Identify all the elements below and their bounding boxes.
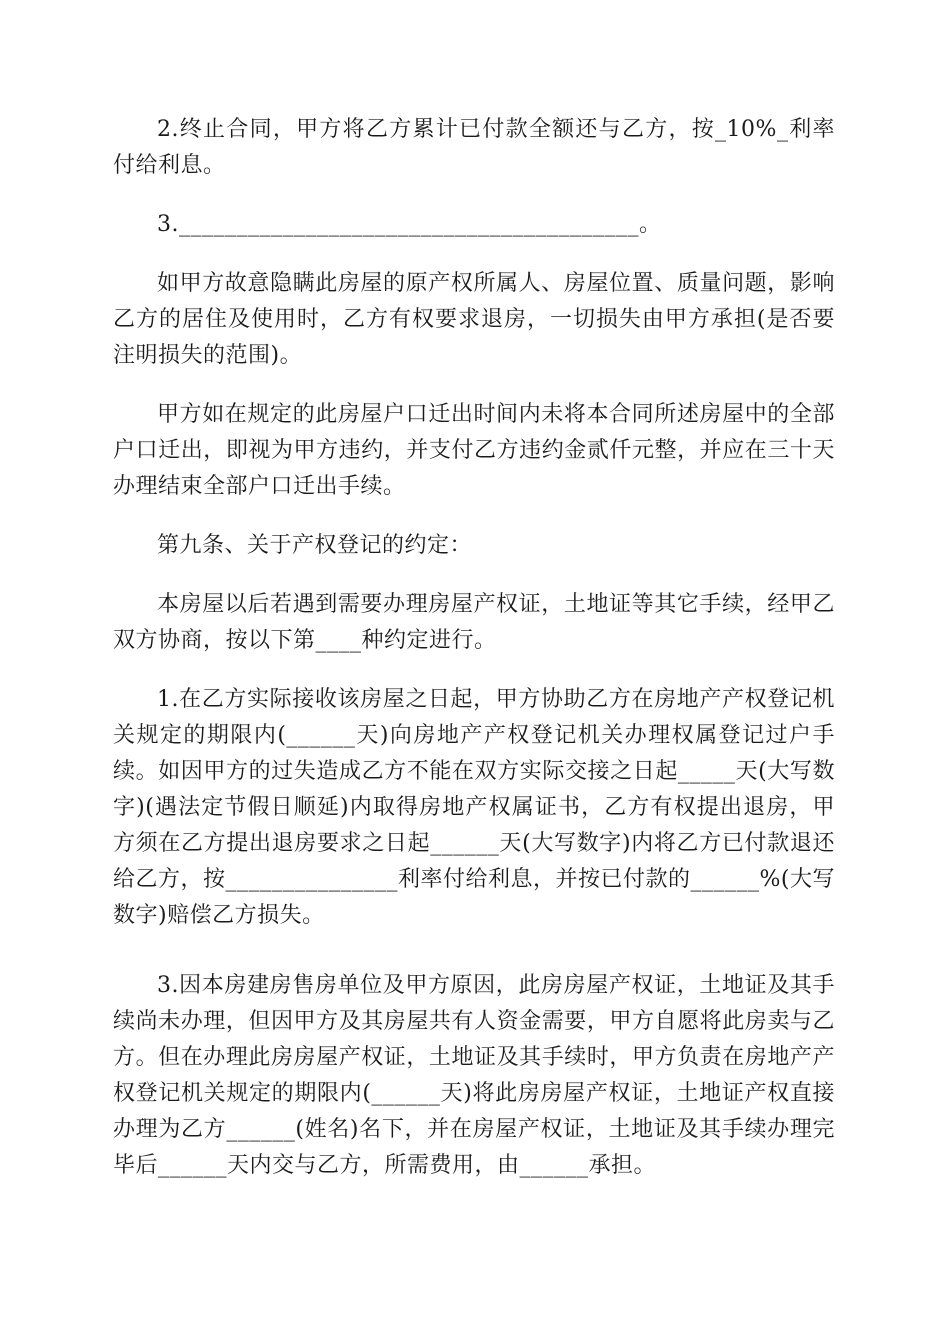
document-page bbox=[113, 112, 835, 1207]
paragraph-item-3-blank: 3.________________________________________。 bbox=[157, 212, 662, 237]
paragraph-option-1: 1.在乙方实际接收该房屋之日起，甲方协助乙方在房地产产权登记机关规定的期限内(______天)向房地产产权登记机关办理权属登记过户手续。如因甲方的过失造成乙方不能在双方实际交接之日起_____天(大写数字)(遇法定节假日顺延)内取得房地产权属证书，乙方有权提出退房，甲方须在乙方提出退房要求之日起______天(大写数字)内将乙方已付款退还给乙方，按_______________利率付给利息，并按已付款的______%(大写数字)赔偿乙方损失。 bbox=[113, 687, 835, 928]
paragraph-household-registration: 甲方如在规定的此房屋户口迁出时间内未将本合同所述房屋中的全部户口迁出，即视为甲方违约，并支付乙方违约金贰仟元整，并应在三十天办理结束全部户口迁出手续。 bbox=[113, 402, 835, 499]
paragraph-concealment-clause: 如甲方故意隐瞒此房屋的原产权所属人、房屋位置、质量问题，影响乙方的居住及使用时，乙方有权要求退房，一切损失由甲方承担(是否要注明损失的范围)。 bbox=[113, 271, 835, 368]
paragraph-property-registration-intro: 本房屋以后若遇到需要办理房屋产权证，土地证等其它手续，经甲乙双方协商，按以下第____种约定进行。 bbox=[113, 592, 835, 653]
paragraph-terminate-contract: 2.终止合同，甲方将乙方累计已付款全额还与乙方，按_10%_利率付给利息。 bbox=[113, 117, 835, 178]
article-9-heading: 第九条、关于产权登记的约定： bbox=[157, 533, 473, 558]
paragraph-option-3: 3.因本房建房售房单位及甲方原因，此房房屋产权证，土地证及其手续尚未办理，但因甲方及其房屋共有人资金需要，甲方自愿将此房卖与乙方。但在办理此房房屋产权证，土地证及其手续时，甲方负责在房地产产权登记机关规定的期限内(______天)将此房房屋产权证，土地证产权直接办理为乙方______(姓名)名下，并在房屋产权证，土地证及其手续办理完毕后______天内交与乙方，所需费用，由______承担。 bbox=[113, 973, 835, 1178]
